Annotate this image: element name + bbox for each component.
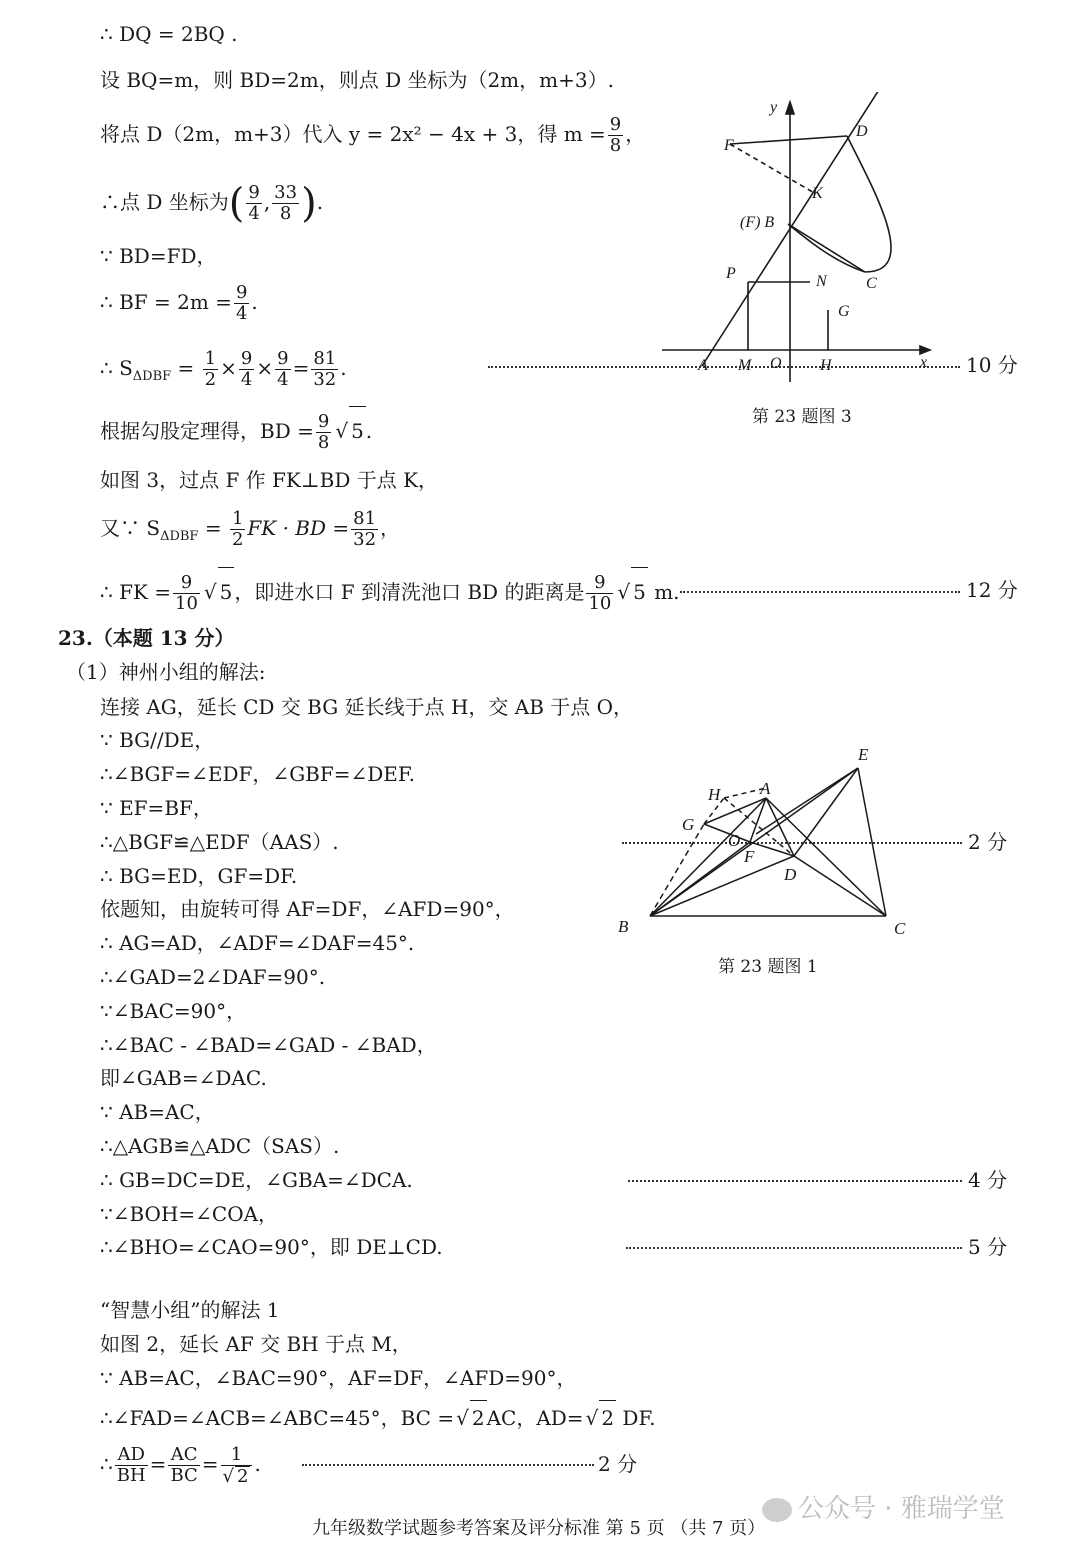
q23-line: ∴∠BGF=∠EDF，∠GBF=∠DEF. (100, 762, 416, 786)
label-F: F (724, 137, 734, 154)
line-area-dbf: ∴ $S_{\Delta DBF}$ = $\frac{1}{2}$ × $\frac{9}{4}$ × $\frac{9}{4}$ = $\frac{81}{32}$ . (100, 348, 347, 390)
label-FB: (F) B (740, 214, 775, 231)
q23-line: ∵ AB=AC， (100, 1100, 215, 1124)
label-E: E (858, 745, 869, 764)
line-d-coordinate: ∴点 D 坐标为( $\frac{9}{4}$ , $\frac{33}{8}$ ). (100, 180, 324, 227)
label-P: P (726, 265, 736, 282)
label-x: x (920, 354, 928, 371)
wisdom-line-3: ∴∠FAD=∠ACB=∠ABC=45°，BC = √ 2 AC，AD= √ 2 DF. (100, 1400, 656, 1435)
q23-line: ∵∠BAC=90°， (100, 999, 247, 1023)
label-G: G (838, 303, 850, 320)
label-F: F (744, 847, 755, 866)
label-D: D (856, 123, 868, 140)
q23-line: ∴ BG=ED，GF=DF. (100, 864, 298, 888)
q23-line: ∵∠BOH=∠COA， (100, 1202, 279, 1226)
score-leader-dots (680, 591, 960, 593)
wisdom-line-1: 如图 2，延长 AF 交 BH 于点 M， (100, 1332, 412, 1356)
line-fk-result: ∴ FK = $\frac{9}{10}$ √ 5 ，即进水口 F 到清洗池口 BD 的距离是 $\frac{9}{10}$ √ 5 m. (100, 567, 680, 616)
label-O: O (770, 355, 782, 372)
score-12: 12 分 (966, 578, 1018, 602)
line-fk-perp: 如图 3，过点 F 作 FK⊥BD 于点 K， (100, 468, 439, 492)
watermark: 公众号 · 雅瑞学堂 (762, 1488, 1005, 1525)
label-A: A (698, 357, 708, 374)
q23-line: ∴ AG=AD，∠ADF=∠DAF=45°. (100, 931, 415, 955)
q23-line: ∴△AGB≌△ADC（SAS）. (100, 1134, 340, 1158)
label-C: C (894, 919, 906, 938)
q23-line: 即∠GAB=∠DAC. (100, 1066, 267, 1090)
line-area-again: 又∵ $S_{\Delta DBF}$ = $\frac{1}{2}$ FK · BD = $\frac{81}{32}$ ， (100, 508, 401, 550)
page-footer: 九年级数学试题参考答案及评分标准 第 5 页 （共 7 页） (312, 1518, 766, 1539)
label-H: H (820, 357, 832, 374)
line-pythagoras: 根据勾股定理得，BD = $\frac{9}{8}$ √ 5 . (100, 406, 372, 455)
label-A: A (760, 779, 771, 798)
label-M: M (738, 357, 752, 374)
figure-23-1 (612, 738, 912, 948)
label-H: H (708, 785, 721, 804)
q23-line: ∴ GB=DC=DE，∠GBA=∠DCA. (100, 1168, 413, 1192)
q23-line: 依题知，由旋转可得 AF=DF，∠AFD=90°， (100, 897, 515, 921)
label-B: B (618, 917, 629, 936)
wechat-icon (762, 1498, 792, 1522)
figure-23-3 (650, 92, 950, 392)
score-2: 2 分 (968, 830, 1008, 854)
q23-line: ∴∠GAD=2∠DAF=90°. (100, 965, 326, 989)
score-leader-dots (626, 1247, 962, 1249)
q23-line: ∴∠BAC - ∠BAD=∠GAD - ∠BAD， (100, 1033, 437, 1057)
label-C: C (866, 275, 877, 292)
q23-line: ∵ BG//DE， (100, 728, 215, 752)
q23-line: 连接 AG，延长 CD 交 BG 延长线于点 H，交 AB 于点 O， (100, 695, 633, 719)
q23-title: 23.（本题 13 分） (58, 626, 235, 650)
line-set-bq: 设 BQ=m，则 BD=2m，则点 D 坐标为（2m，m+3）. (100, 68, 614, 92)
label-N: N (816, 273, 827, 290)
wisdom-title: “智慧小组”的解法 1 (100, 1298, 280, 1322)
line-substitute-d: 将点 D（2m，m+3）代入 y = 2x² − 4x + 3，得 m = $\frac{9}{8}$ ， (100, 114, 646, 156)
figure-3-caption: 第 23 题图 3 (752, 407, 852, 427)
label-K: K (812, 185, 823, 202)
wisdom-line-2: ∵ AB=AC，∠BAC=90°，AF=DF，∠AFD=90°， (100, 1366, 577, 1390)
figure-1-caption: 第 23 题图 1 (718, 957, 818, 977)
q23-sub1: （1）神州小组的解法: (66, 660, 266, 684)
wisdom-line-4: ∴ $\frac{AD}{BH}$ = $\frac{AC}{BC}$ = $\frac{1}{√ 2}$ . (100, 1443, 261, 1487)
q23-line: ∴∠BHO=∠CAO=90°，即 DE⊥CD. (100, 1235, 443, 1259)
label-D: D (784, 865, 797, 884)
score-leader-dots (302, 1464, 594, 1466)
label-O: O (728, 831, 741, 850)
score-10: 10 分 (966, 353, 1018, 377)
q23-line: ∵ EF=BF， (100, 796, 213, 820)
score-5: 5 分 (968, 1235, 1008, 1259)
label-y: y (770, 99, 778, 116)
q23-line: ∴△BGF≌△EDF（AAS）. (100, 830, 339, 854)
score-leader-dots (628, 1180, 962, 1182)
line-bd-fd: ∵ BD=FD， (100, 244, 217, 268)
score-2b: 2 分 (598, 1452, 638, 1476)
line-dq-2bq: ∴ DQ = 2BQ . (100, 22, 238, 46)
score-4: 4 分 (968, 1168, 1008, 1192)
line-bf: ∴ BF = 2m = $\frac{9}{4}$ . (100, 282, 258, 324)
label-G: G (682, 815, 695, 834)
